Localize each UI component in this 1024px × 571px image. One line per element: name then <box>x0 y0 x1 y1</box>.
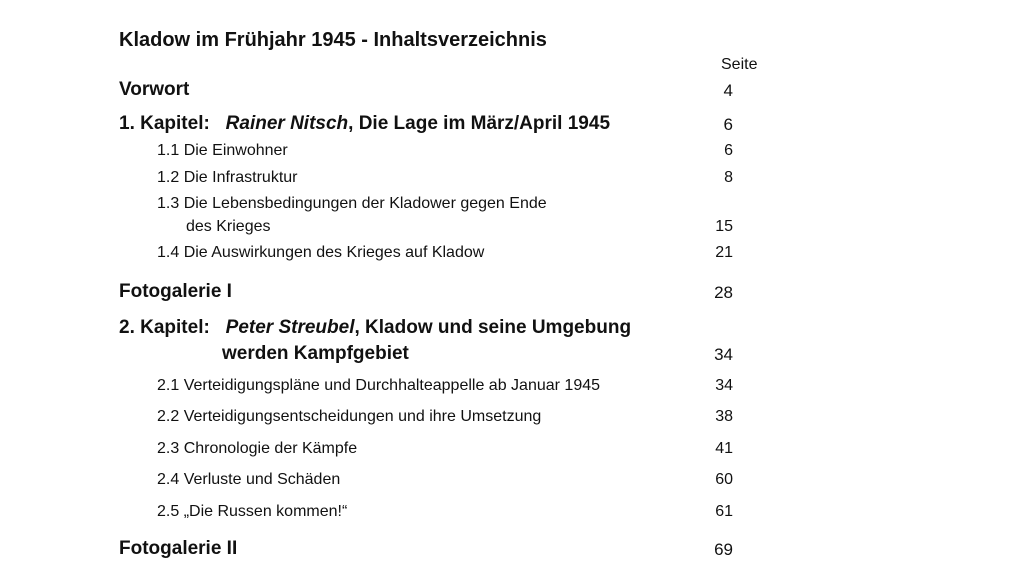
toc-entry-2-1: 2.1 Verteidigungspläne und Durchhalteappelle ab Januar 1945 <box>157 377 601 394</box>
toc-entry-2-3: 2.3 Chronologie der Kämpfe <box>157 440 358 457</box>
toc-entry-1-1: 1.1 Die Einwohner <box>157 142 288 159</box>
toc-entry-chapter-2 <box>119 317 631 339</box>
toc-page-1-4: 21 <box>715 244 733 261</box>
toc-entry-1-4: 1.4 Die Auswirkungen des Krieges auf Kladow <box>157 244 485 261</box>
toc-entry-2-5: 2.5 „Die Russen kommen!“ <box>157 503 348 520</box>
toc-entry-fotogalerie-2: Fotogalerie II <box>119 538 238 559</box>
toc-entry-1-3: 1.3 Die Lebensbedingungen der Kladower gegen Ende <box>157 195 547 212</box>
toc-entry-vorwort: Vorwort <box>119 79 190 100</box>
toc-page-vorwort: 4 <box>723 81 733 100</box>
toc-page-chapter-2: 34 <box>714 345 733 364</box>
chapter-2-author: Peter Streubel <box>225 317 355 338</box>
toc-entry-chapter-1 <box>119 113 610 135</box>
toc-page-2-2: 38 <box>715 408 733 425</box>
toc-page-chapter-1: 6 <box>723 115 733 134</box>
toc-entry-2-4: 2.4 Verluste und Schäden <box>157 471 341 488</box>
toc-page-1-1: 6 <box>724 142 733 159</box>
document-title: Kladow im Frühjahr 1945 - Inhaltsverzeichnis <box>119 29 547 51</box>
toc-page-2-3: 41 <box>715 440 733 457</box>
toc-page-1-3: 15 <box>715 218 733 235</box>
toc-page-fotogalerie-2: 69 <box>714 540 733 559</box>
chapter-1-author: Rainer Nitsch <box>225 113 349 134</box>
toc-page-2-1: 34 <box>715 377 733 394</box>
toc-page-1-2: 8 <box>724 169 733 186</box>
chapter-1-prefix: 1. Kapitel: <box>119 113 210 134</box>
page-column-header: Seite <box>721 56 758 73</box>
chapter-2-title: , Kladow und seine Umgebung <box>354 317 632 338</box>
toc-entry-fotogalerie-1: Fotogalerie I <box>119 281 232 302</box>
chapter-2-prefix: 2. Kapitel: <box>119 317 210 338</box>
toc-entry-1-3-line2: des Krieges <box>186 218 271 235</box>
chapter-1-title: , Die Lage im März/April 1945 <box>348 113 611 134</box>
toc-page-fotogalerie-1: 28 <box>714 283 733 302</box>
toc-page-2-4: 60 <box>715 471 733 488</box>
toc-entry-2-2: 2.2 Verteidigungsentscheidungen und ihre Umsetzung <box>157 408 542 425</box>
toc-page-2-5: 61 <box>715 503 733 520</box>
toc-entry-chapter-2-line2: werden Kampfgebiet <box>222 343 409 364</box>
toc-entry-1-2: 1.2 Die Infrastruktur <box>157 169 298 186</box>
